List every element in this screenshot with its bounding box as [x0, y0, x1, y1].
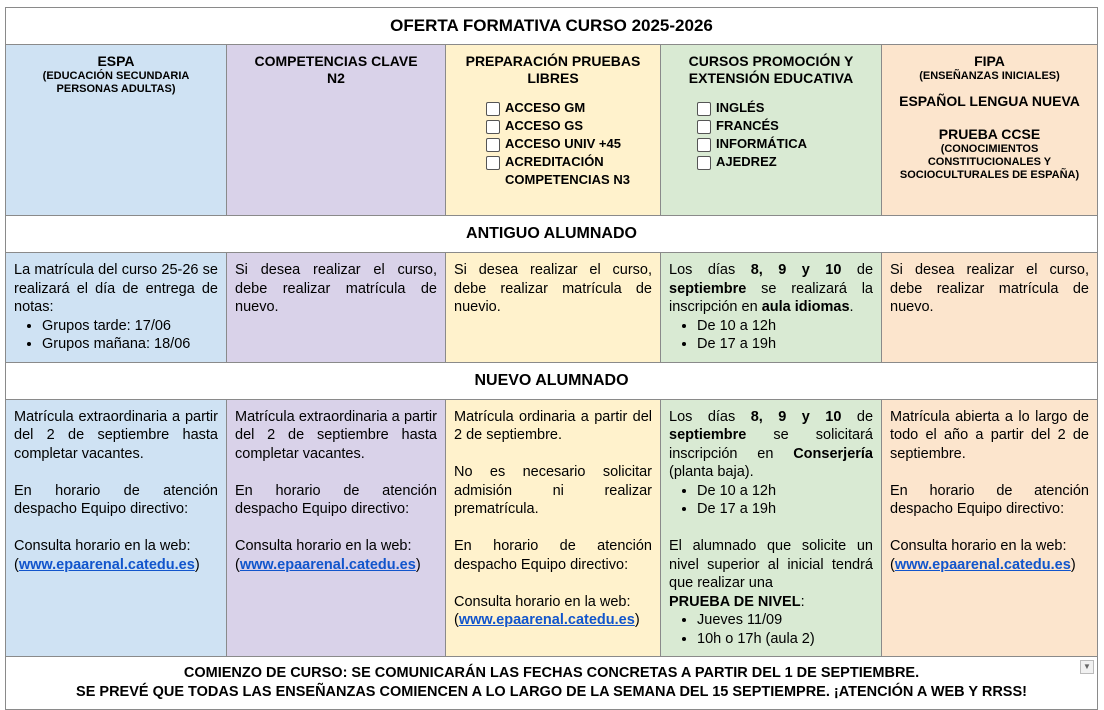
cell-text: El alumnado que solicite un nivel superior al inicial tendrá que realizar una	[669, 538, 873, 591]
list-item: • Jueves 11/09	[697, 611, 873, 630]
nuevo-fipa-cell	[882, 399, 1098, 657]
antiguo-cursos-cell	[661, 253, 882, 363]
header-espa	[6, 45, 227, 216]
cell-text: (www.epaarenal.catedu.es)	[890, 556, 1076, 573]
header-title: CURSOS PROMOCIÓN Y EXTENSIÓN EDUCATIVA	[688, 53, 854, 86]
footer-line2: SE PREVÉ QUE TODAS LAS ENSEÑANZAS COMIENCEN A LO LARGO DE LA SEMANA DEL 15 SEPTIEMPRE. ¡ATENCIÓN A WEB Y RRSS!	[76, 684, 1027, 700]
option-item[interactable]: ACCESO GS	[486, 117, 660, 135]
header-subtitle3: (CONOCIMIENTOS CONSTITUCIONALES Y SOCIOCULTURALES DE ESPAÑA)	[899, 143, 1080, 181]
header-pruebas	[446, 45, 661, 216]
cell-text: La matrícula del curso 25-26 se realizará el día de entrega de notas:	[14, 262, 218, 315]
section-antiguo-heading: ANTIGUO ALUMNADO	[6, 216, 1098, 253]
dropdown-arrow-icon[interactable]: ▼	[1080, 660, 1094, 674]
checkbox-icon[interactable]	[697, 156, 711, 170]
cell-text: (www.epaarenal.catedu.es)	[14, 556, 200, 573]
cell-text: Si desea realizar el curso, debe realizar matrícula de nuevo.	[890, 262, 1089, 315]
header-line3: PRUEBA CCSE	[938, 126, 1041, 142]
antiguo-fipa-cell	[882, 253, 1098, 363]
header-title: FIPA	[974, 53, 1005, 69]
list-item: • De 10 a 12h	[697, 482, 873, 501]
checkbox-icon[interactable]	[486, 120, 500, 134]
cell-text: (www.epaarenal.catedu.es)	[454, 612, 640, 628]
header-subtitle: (EDUCACIÓN SECUNDARIA PERSONAS ADULTAS)	[42, 70, 190, 95]
cell-text: PRUEBA DE NIVEL:	[669, 593, 805, 610]
cell-text: Matrícula ordinaria a partir del 2 de septiembre.	[454, 408, 652, 443]
footer-note	[6, 657, 1098, 710]
cell-text: Consulta horario en la web:	[14, 538, 191, 554]
cell-text: Matrícula abierta a lo largo de todo el año a partir del 2 de septiembre.	[890, 408, 1089, 462]
antiguo-competencias-cell	[227, 253, 446, 363]
bullet-list	[14, 317, 218, 354]
checkbox-icon[interactable]	[697, 120, 711, 134]
bullet-list	[669, 611, 873, 648]
option-item[interactable]: ACCESO GM	[486, 99, 660, 117]
cell-text: En horario de atención despacho Equipo directivo:	[454, 538, 652, 573]
cursos-options	[661, 99, 881, 171]
option-item[interactable]: FRANCÉS	[697, 117, 881, 135]
option-item[interactable]: AJEDREZ	[697, 153, 881, 171]
cell-text: Consulta horario en la web:	[454, 593, 631, 610]
web-link[interactable]: www.epaarenal.catedu.es	[18, 556, 195, 573]
nuevo-cursos-cell	[661, 399, 882, 657]
antiguo-pruebas-cell	[446, 253, 661, 363]
header-cursos	[661, 45, 882, 216]
pruebas-options	[446, 99, 660, 189]
checkbox-icon[interactable]	[486, 156, 500, 170]
header-title: COMPETENCIAS CLAVE N2	[254, 53, 418, 86]
header-title: ESPA	[97, 53, 135, 69]
web-link[interactable]: www.epaarenal.catedu.es	[458, 612, 635, 628]
checkbox-icon[interactable]	[697, 102, 711, 116]
cell-text: Consulta horario en la web:	[235, 538, 412, 554]
list-item: • De 17 a 19h	[697, 500, 873, 519]
cell-text: Los días 8, 9 y 10 de septiembre se realizará la inscripción en aula idiomas.	[669, 262, 874, 315]
checkbox-icon[interactable]	[486, 102, 500, 116]
bullet-list	[669, 317, 873, 354]
header-fipa	[882, 45, 1098, 216]
header-competencias	[227, 45, 446, 216]
cell-text: Consulta horario en la web:	[890, 538, 1067, 554]
cell-text: En horario de atención despacho Equipo directivo:	[235, 482, 437, 517]
checkbox-icon[interactable]	[697, 138, 711, 152]
antiguo-espa-cell	[6, 253, 227, 363]
option-item[interactable]: INFORMÁTICA	[697, 135, 881, 153]
list-item: • Grupos tarde: 17/06	[42, 317, 218, 336]
cell-text: Si desea realizar el curso, debe realizar matrícula de nuevo.	[235, 262, 437, 315]
bullet-list	[669, 482, 873, 519]
list-item: • De 10 a 12h	[697, 317, 873, 336]
option-item[interactable]: ACCESO UNIV +45	[486, 135, 660, 153]
web-link[interactable]: www.epaarenal.catedu.es	[894, 556, 1071, 573]
list-item: • Grupos mañana: 18/06	[42, 335, 218, 354]
header-title: PREPARACIÓN PRUEBAS LIBRES	[465, 53, 641, 86]
option-item[interactable]: INGLÉS	[697, 99, 881, 117]
table-title: OFERTA FORMATIVA CURSO 2025-2026	[6, 8, 1098, 45]
nuevo-pruebas-cell	[446, 399, 661, 657]
list-item: • De 17 a 19h	[697, 335, 873, 354]
nuevo-espa-cell	[6, 399, 227, 657]
checkbox-icon[interactable]	[486, 138, 500, 152]
web-link[interactable]: www.epaarenal.catedu.es	[239, 556, 416, 573]
oferta-formativa-table	[5, 7, 1098, 710]
section-nuevo-heading: NUEVO ALUMNADO	[6, 362, 1098, 399]
cell-text: En horario de atención despacho Equipo directivo:	[890, 482, 1089, 517]
header-subtitle: (ENSEÑANZAS INICIALES)	[919, 70, 1060, 82]
list-item: • 10h o 17h (aula 2)	[697, 630, 873, 649]
cell-text: Si desea realizar el curso, debe realizar matrícula de nuevio.	[454, 262, 652, 315]
cell-text: Matrícula extraordinaria a partir del 2 de septiembre hasta completar vacantes.	[235, 408, 437, 462]
cell-text: No es necesario solicitar admisión ni realizar prematrícula.	[454, 464, 652, 517]
nuevo-competencias-cell	[227, 399, 446, 657]
footer-line1: COMIENZO DE CURSO: SE COMUNICARÁN LAS FECHAS CONCRETAS A PARTIR DEL 1 DE SEPTIEMBRE.	[183, 665, 920, 681]
cell-text: Los días 8, 9 y 10 de septiembre se solicitará inscripción en Conserjería (planta baja).	[669, 408, 874, 480]
cell-text: En horario de atención despacho Equipo directivo:	[14, 482, 218, 517]
cell-text: Matrícula extraordinaria a partir del 2 de septiembre hasta completar vacantes.	[14, 408, 218, 462]
header-line2: ESPAÑOL LENGUA NUEVA	[899, 93, 1080, 109]
cell-text: (www.epaarenal.catedu.es)	[235, 556, 421, 573]
option-item[interactable]: ACREDITACIÓN COMPETENCIAS N3	[486, 153, 660, 189]
